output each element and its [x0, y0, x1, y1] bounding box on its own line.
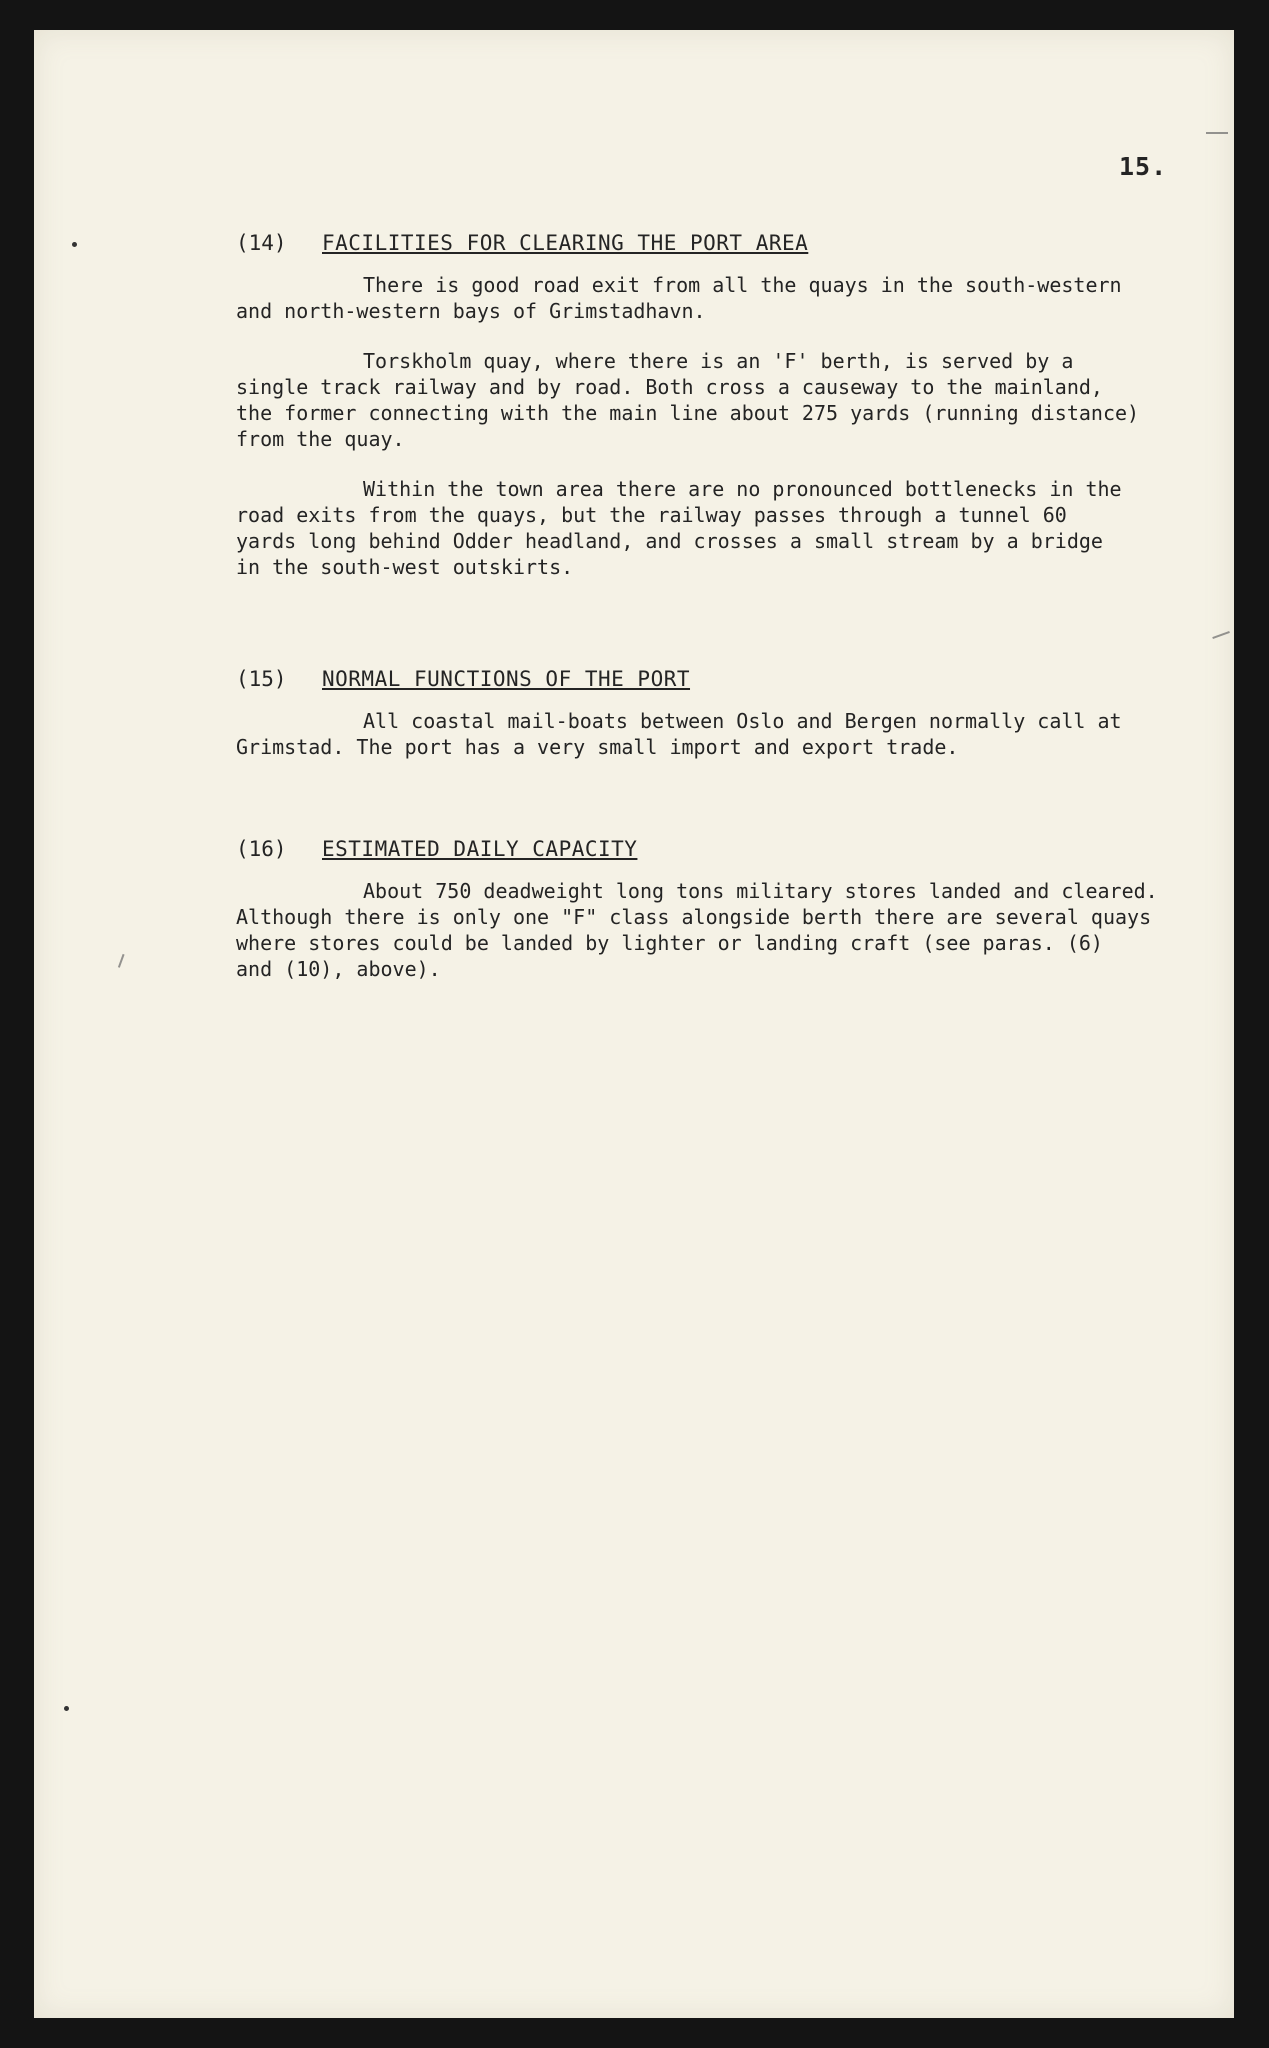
text-line: yards long behind Odder headland, and crosses a small stream by a bridge — [236, 529, 1103, 553]
section-title: NORMAL FUNCTIONS OF THE PORT — [322, 667, 691, 691]
text-line: Within the town area there are no pronounced bottlenecks in the — [363, 477, 1122, 501]
text-line: the former connecting with the main line about 275 yards (running distance) — [236, 401, 1140, 425]
section-number: (15) — [236, 667, 287, 691]
text-line: Although there is only one "F" class alongside berth there are several quays — [236, 905, 1152, 929]
paragraph — [236, 476, 1236, 580]
text-line: where stores could be landed by lighter or landing craft (see paras. (6) — [236, 931, 1103, 955]
paragraph — [236, 348, 1236, 452]
section-heading — [236, 836, 1236, 862]
section-15 — [236, 666, 1236, 784]
section-14 — [236, 230, 1236, 604]
margin-dot — [64, 1706, 69, 1711]
text-line: All coastal mail-boats between Oslo and Bergen normally call at — [363, 709, 1122, 733]
text-line: in the south-west outskirts. — [236, 555, 574, 579]
text-line: single track railway and by road. Both cross a causeway to the mainland, — [236, 375, 1103, 399]
document-page — [34, 30, 1234, 2018]
scan-mark — [1206, 132, 1228, 134]
section-16 — [236, 836, 1236, 1006]
paragraph — [236, 272, 1236, 324]
scan-mark — [1212, 631, 1229, 639]
text-line: Torskholm quay, where there is an 'F' berth, is served by a — [363, 349, 1074, 373]
text-line: About 750 deadweight long tons military stores landed and cleared. — [363, 879, 1158, 903]
section-title: ESTIMATED DAILY CAPACITY — [322, 837, 638, 861]
section-heading — [236, 666, 1236, 692]
text-line: road exits from the quays, but the railway passes through a tunnel 60 — [236, 503, 1067, 527]
text-line: and (10), above). — [236, 957, 441, 981]
section-number: (16) — [236, 837, 287, 861]
text-line: and north-western bays of Grimstadhavn. — [236, 299, 706, 323]
text-line: Grimstad. The port has a very small import and export trade. — [236, 735, 959, 759]
section-heading — [236, 230, 1236, 256]
section-title: FACILITIES FOR CLEARING THE PORT AREA — [322, 231, 809, 255]
text-line: There is good road exit from all the quays in the south-western — [363, 273, 1122, 297]
page-number: 15. — [1119, 152, 1168, 181]
paragraph — [236, 708, 1236, 760]
scan-mark — [118, 954, 124, 968]
section-number: (14) — [236, 231, 287, 255]
paragraph — [236, 878, 1236, 982]
text-line: from the quay. — [236, 427, 405, 451]
margin-dot — [72, 242, 77, 247]
